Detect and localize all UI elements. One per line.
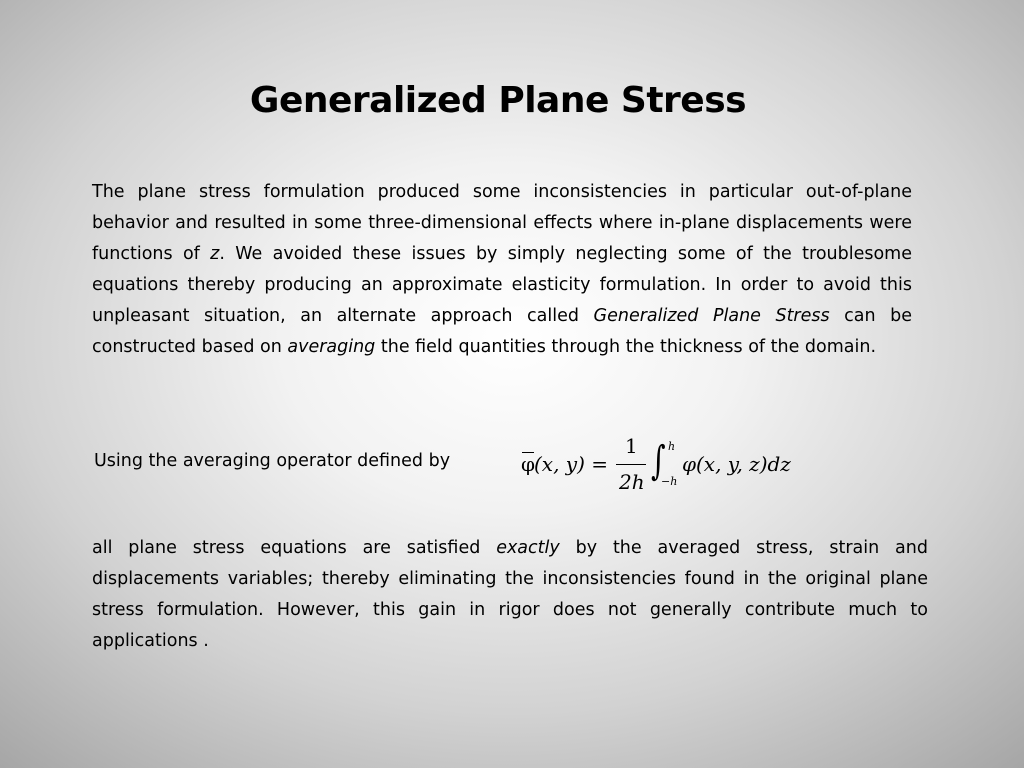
intro-italic-z: z [210,244,220,264]
intro-text-4: the field quantities through the thickness of the domain. [375,337,877,357]
intro-italic-averaging: averaging [287,337,376,357]
intro-text-2: . We avoided these issues by simply neglecting some of the troublesome equations thereby producing an approximate elasticity formulation. In order to avoid this unpleasant situation, an alternate approach called [92,244,912,326]
fraction-denominator: 2h [619,470,645,494]
integral-sign: ∫ [651,438,666,484]
conclusion-italic-exactly: exactly [496,538,560,558]
intro-text-3: can be constructed based on [92,306,912,357]
intro-text-1: The plane stress formulation produced some inconsistencies in particular out-of-plane behavior and resulted in some three-dimensional effects where in-plane displacements were functions of [92,182,912,264]
integral-upper-limit: h [668,440,676,453]
formula-lead-text: Using the averaging operator defined by [94,451,451,471]
averaging-operator-row [94,433,854,497]
conclusion-text-2: by the averaged stress, strain and displacements variables; thereby eliminating the inconsistencies found in the original plane stress formulation. However, this gain in rigor does not generally contribute much to applications . [92,538,928,651]
fraction-bar [616,464,646,465]
intro-italic-gps: Generalized Plane Stress [593,306,830,326]
fraction-numerator: 1 [625,434,638,458]
intro-paragraph [92,177,912,363]
conclusion-text-1: all plane stress equations are satisfied [92,538,497,558]
integrand: φ(x, y, z)dz [682,452,791,476]
integral-lower-limit: −h [661,475,678,488]
lhs-arguments: (x, y) = [534,452,609,476]
conclusion-paragraph [92,533,928,657]
slide-title: Generalized Plane Stress [249,80,747,121]
averaging-operator-equation [516,433,816,497]
lhs-phi-symbol: φ [521,452,536,476]
